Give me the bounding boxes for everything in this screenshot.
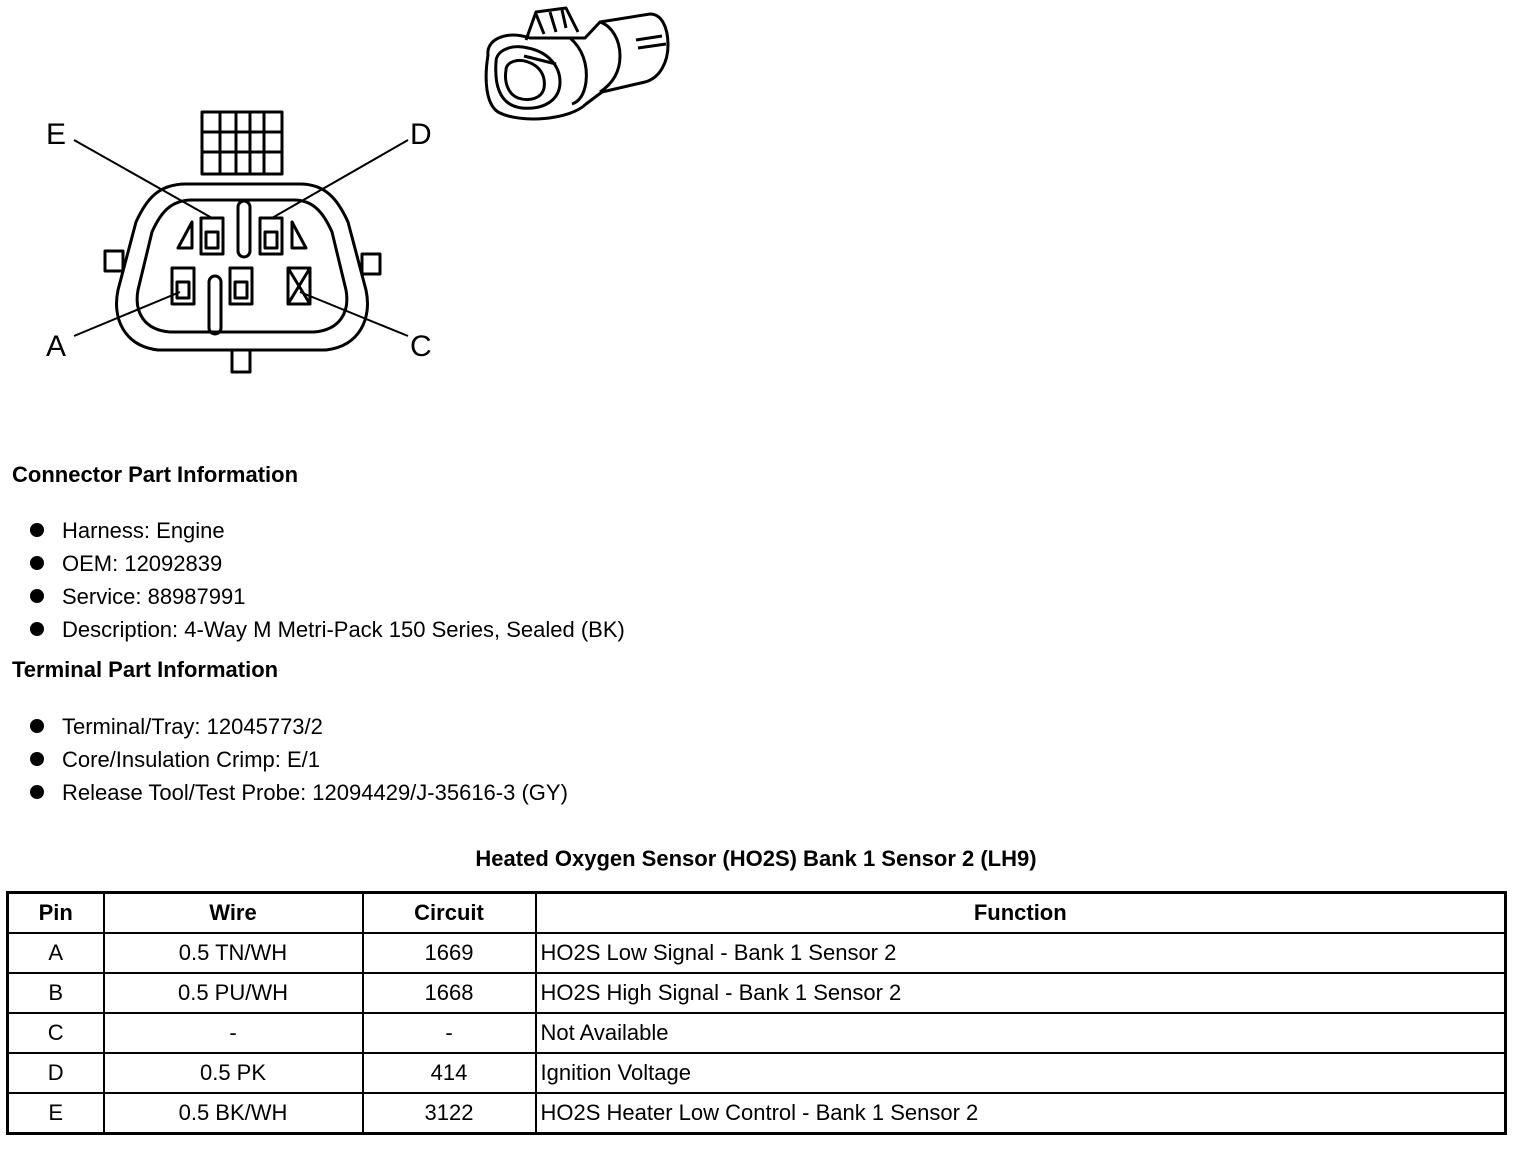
list-item-text: Core/Insulation Crimp: E/1 (62, 747, 320, 772)
bullet-icon (30, 556, 44, 570)
cell-wire: 0.5 TN/WH (104, 933, 363, 973)
table-row (8, 973, 1506, 1013)
bullet-icon (30, 719, 44, 733)
cell-function: HO2S Low Signal - Bank 1 Sensor 2 (536, 933, 1506, 973)
table-row (8, 933, 1506, 973)
pin-label-c: C (410, 330, 432, 363)
cell-function: Not Available (536, 1013, 1506, 1053)
connector-3d-illustration (486, 8, 668, 119)
cell-pin: D (8, 1053, 104, 1093)
column-header-function: Function (536, 893, 1506, 934)
list-item (28, 776, 568, 809)
cell-wire: - (104, 1013, 363, 1053)
cell-wire: 0.5 BK/WH (104, 1093, 363, 1134)
cell-circuit: 1668 (363, 973, 536, 1013)
table-row (8, 1093, 1506, 1134)
pin-label-e: E (46, 118, 67, 151)
connector-diagram (0, 0, 700, 430)
bullet-icon (30, 785, 44, 799)
list-item-text: Description: 4-Way M Metri-Pack 150 Series, Sealed (BK) (62, 617, 625, 642)
connector-part-info-heading: Connector Part Information (12, 462, 299, 487)
list-item (28, 514, 625, 547)
list-item-text: Harness: Engine (62, 518, 225, 543)
cell-wire: 0.5 PK (104, 1053, 363, 1093)
cell-circuit: 3122 (363, 1093, 536, 1134)
cell-pin: A (8, 933, 104, 973)
pinout-table (6, 891, 1507, 1135)
list-item-text: OEM: 12092839 (62, 551, 223, 576)
list-item-text: Service: 88987991 (62, 584, 246, 609)
cell-pin: C (8, 1013, 104, 1053)
column-header-pin: Pin (8, 893, 104, 934)
terminal-part-info-heading: Terminal Part Information (12, 657, 279, 682)
table-row (8, 1013, 1506, 1053)
cell-circuit: 1669 (363, 933, 536, 973)
cell-pin: E (8, 1093, 104, 1134)
cell-wire: 0.5 PU/WH (104, 973, 363, 1013)
pin-label-d: D (410, 118, 432, 151)
table-row (8, 1053, 1506, 1093)
cell-function: HO2S High Signal - Bank 1 Sensor 2 (536, 973, 1506, 1013)
connector-face (74, 112, 408, 372)
pin-label-a: A (46, 330, 67, 363)
terminal-part-info-list (28, 710, 568, 809)
list-item-text: Release Tool/Test Probe: 12094429/J-35616-3 (GY) (62, 780, 568, 805)
list-item-text: Terminal/Tray: 12045773/2 (62, 714, 323, 739)
list-item (28, 613, 625, 646)
pinout-table-title: Heated Oxygen Sensor (HO2S) Bank 1 Sensor 2 (LH9) (475, 846, 1037, 871)
table-header-row (8, 893, 1506, 934)
connector-part-info-list (28, 514, 625, 646)
column-header-circuit: Circuit (363, 893, 536, 934)
cell-circuit: 414 (363, 1053, 536, 1093)
list-item (28, 547, 625, 580)
cell-pin: B (8, 973, 104, 1013)
list-item (28, 710, 568, 743)
cell-circuit: - (363, 1013, 536, 1053)
list-item (28, 580, 625, 613)
cell-function: Ignition Voltage (536, 1053, 1506, 1093)
bullet-icon (30, 752, 44, 766)
list-item (28, 743, 568, 776)
bullet-icon (30, 523, 44, 537)
bullet-icon (30, 589, 44, 603)
cell-function: HO2S Heater Low Control - Bank 1 Sensor 2 (536, 1093, 1506, 1134)
column-header-wire: Wire (104, 893, 363, 934)
bullet-icon (30, 622, 44, 636)
